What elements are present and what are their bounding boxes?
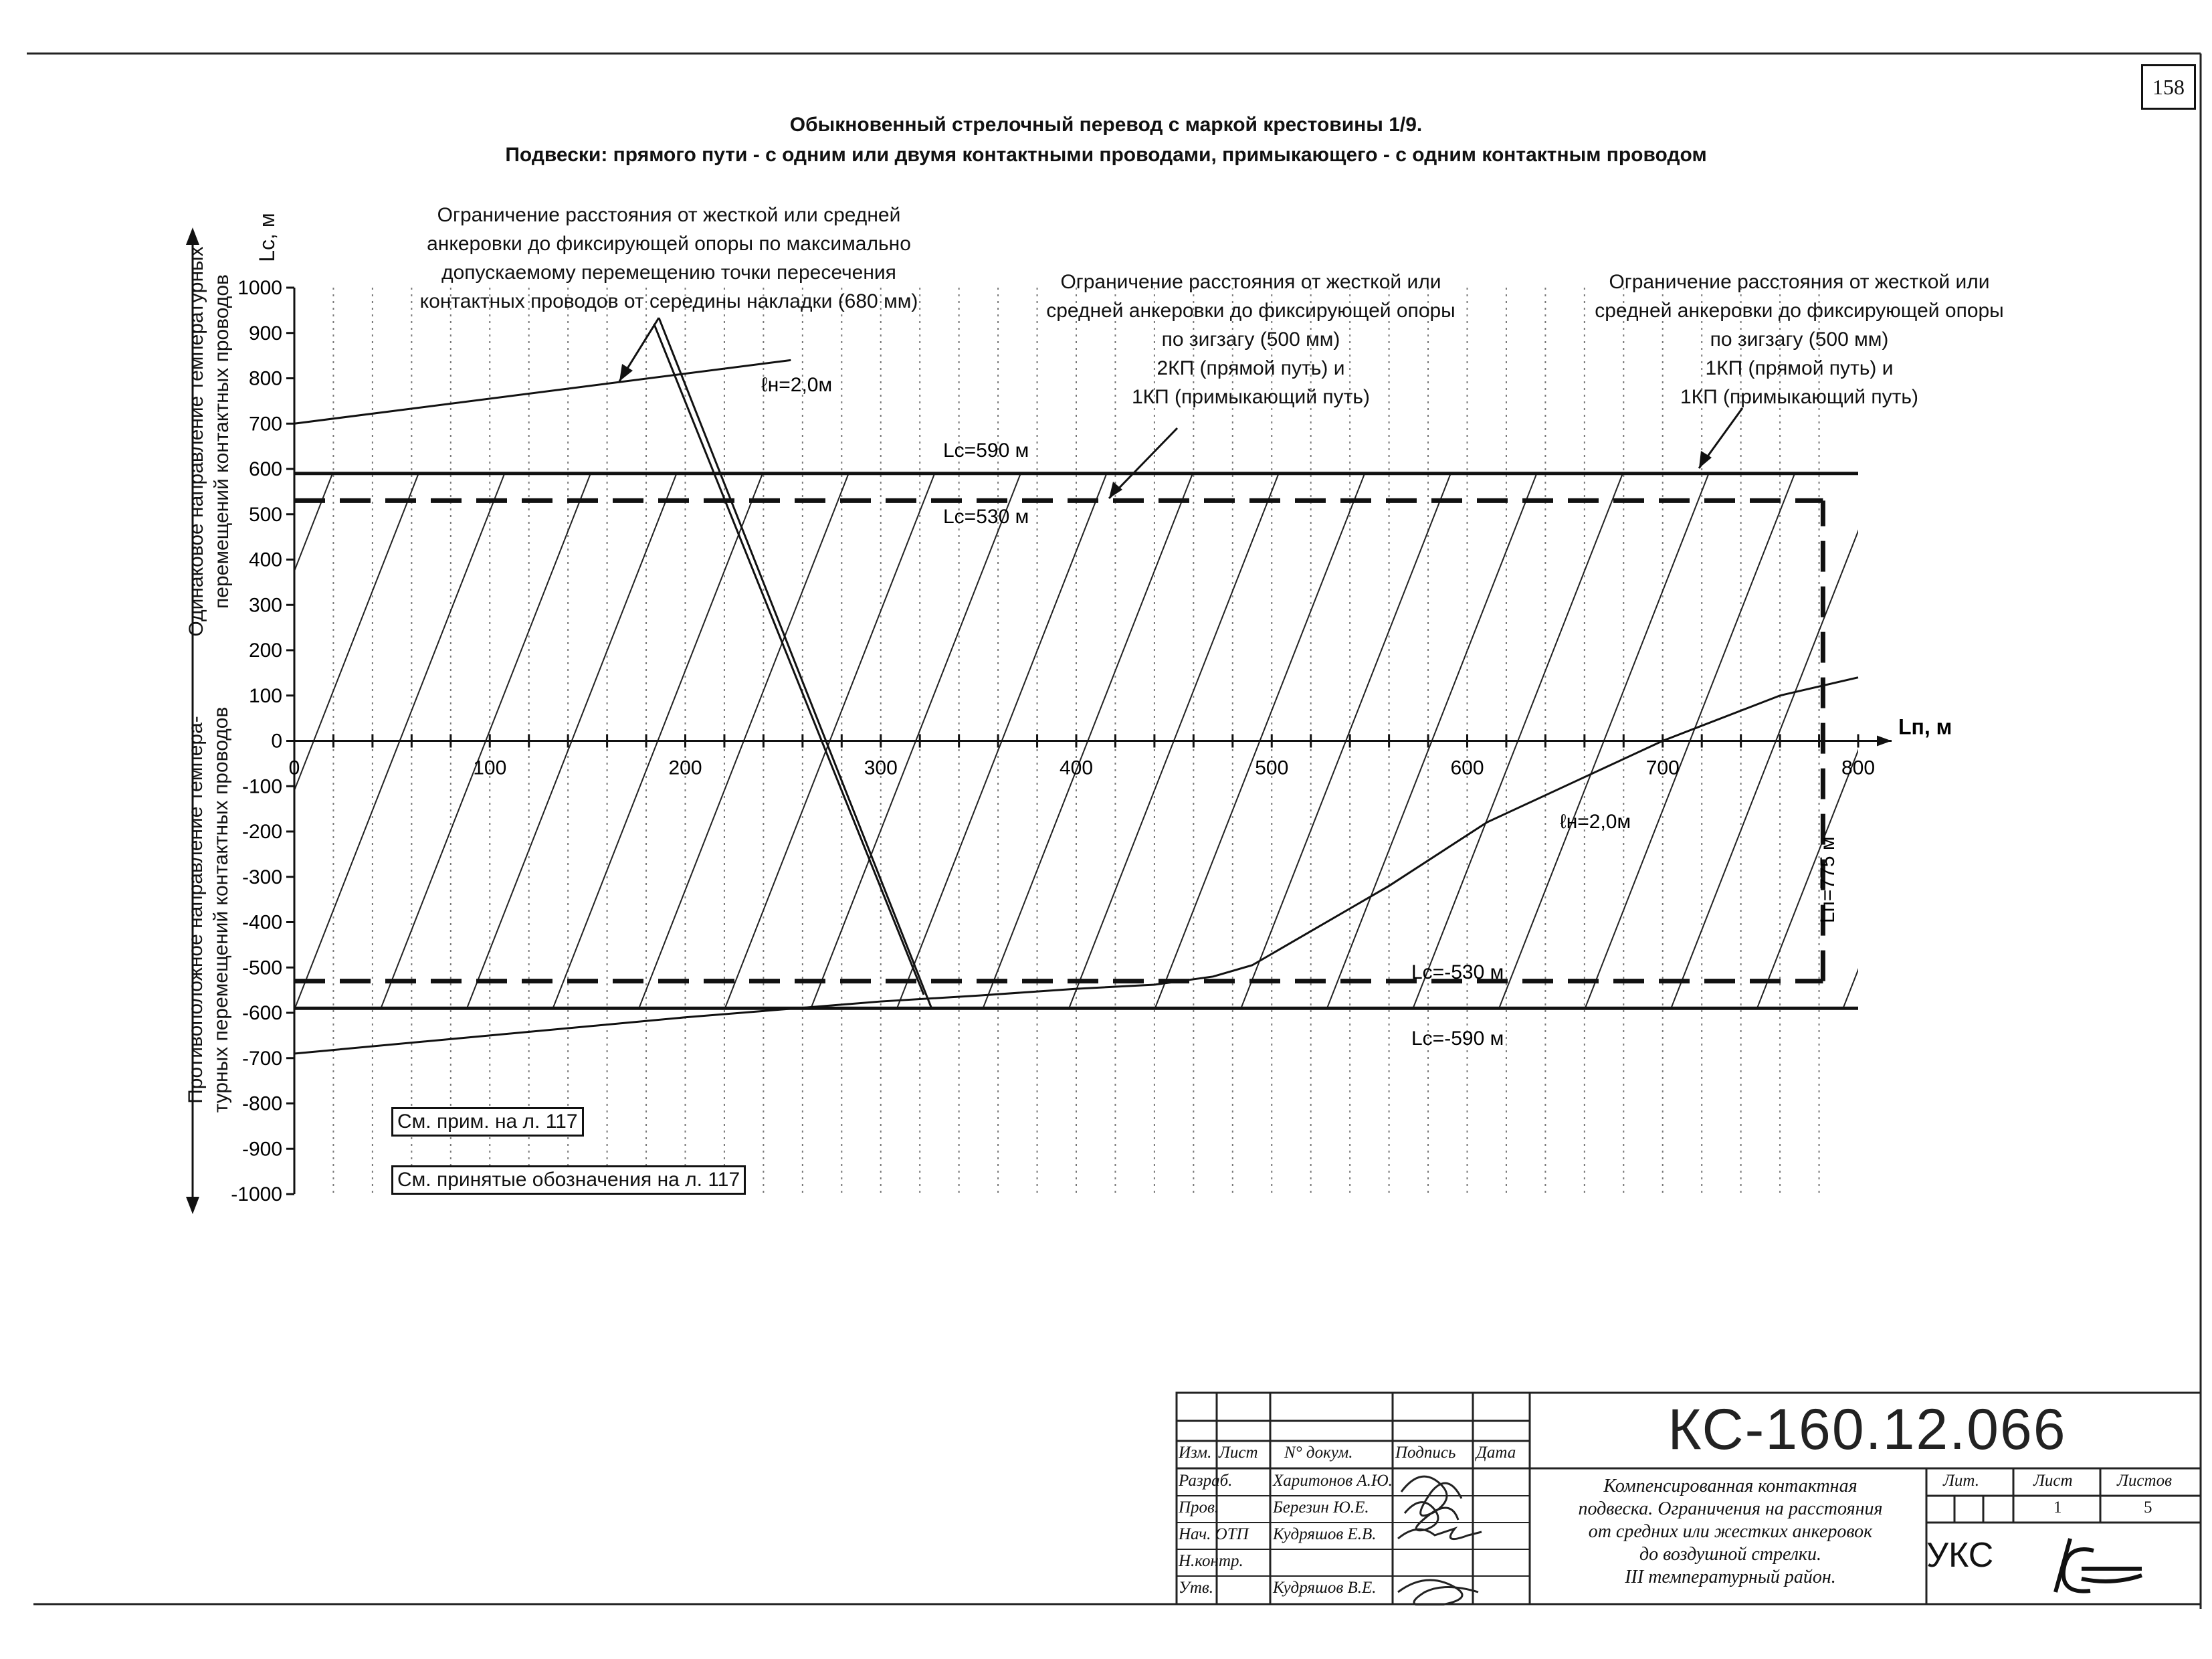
stamp-header-sign: Подпись (1395, 1444, 1456, 1462)
x-tick-label: 300 (864, 757, 898, 779)
stamp-role-approved: Утв. (1179, 1579, 1213, 1597)
x-axis-arrow-icon (1877, 736, 1892, 747)
chart-lines (294, 318, 1858, 1054)
stamp-role-checker: Пров. (1179, 1498, 1219, 1517)
stamp-sheet-value: 1 (2053, 1498, 2062, 1517)
annotation-680mm-line4: контактных проводов от середины накладки (680 мм) (419, 290, 918, 312)
arrowhead-icon (619, 364, 633, 381)
x-tick-label: 600 (1450, 757, 1484, 779)
label-ln-775: Lп=775 м (1817, 836, 1839, 923)
annotation-zigzag-2kp-line5: 1КП (примыкающий путь) (1131, 386, 1371, 408)
annotation-680mm-line3: допускаемому перемещению точки пересечения (441, 262, 896, 284)
y-axis-upper-label-line1: Одинаковое направление температурных (185, 246, 207, 637)
stamp-name-head: Кудряшов Е.В. (1273, 1525, 1377, 1543)
x-tick-label: 400 (1059, 757, 1094, 779)
y-tick-label: 200 (248, 640, 282, 662)
y-axis-lower-label-line2: турных перемещений контактных проводов (210, 706, 232, 1113)
y-tick-label: 100 (248, 684, 282, 707)
organization-code: УКС (1926, 1536, 1994, 1575)
x-axis-title: Lп, м (1898, 714, 1952, 739)
page-number: 158 (2141, 64, 2196, 110)
annotation-zigzag-2kp (957, 268, 1545, 411)
y-tick-label: -500 (241, 957, 282, 979)
label-lc-minus-590: Lc=-590 м (1411, 1028, 1504, 1050)
stamp-role-developer: Разраб. (1179, 1472, 1233, 1490)
down-arrow-icon (186, 1197, 199, 1214)
annotation-zigzag-1kp (1505, 268, 2094, 411)
stamp-name-developer: Харитонов А.Ю. (1273, 1472, 1393, 1490)
leader-680mm-2 (659, 318, 932, 1009)
document-description-line3: от средних или жестких анкеровок (1588, 1521, 1873, 1542)
y-axis-lower-label (183, 649, 237, 1171)
y-tick-label: -600 (241, 1002, 282, 1024)
x-tick-label: 800 (1841, 757, 1876, 779)
document-code: КС-160.12.066 (1668, 1397, 2067, 1462)
y-tick-label: 300 (248, 594, 282, 617)
stamp-lit-label: Лит. (1943, 1472, 1980, 1490)
note-see-symbols: См. принятые обозначения на л. 117 (391, 1165, 746, 1195)
y-tick-label: -100 (241, 775, 282, 798)
stamp-role-head: Нач. ОТП (1179, 1525, 1249, 1543)
logo-icon (2055, 1539, 2142, 1592)
label-ln-upper: ℓн=2,0м (761, 374, 833, 396)
series-line (294, 360, 791, 423)
stamp-sheets-label: Листов (2117, 1472, 2172, 1490)
y-tick-label: 1000 (237, 277, 282, 299)
series-line (654, 324, 924, 995)
y-tick-label: -700 (241, 1047, 282, 1070)
y-tick-label: -1000 (231, 1183, 282, 1205)
y-tick-label: 700 (248, 413, 282, 435)
document-description (1530, 1475, 1931, 1589)
y-tick-label: 900 (248, 322, 282, 345)
y-tick-label: 0 (271, 730, 282, 753)
stamp-role-normcontrol: Н.контр. (1179, 1552, 1243, 1570)
y-tick-label: -800 (241, 1092, 282, 1115)
document-description-line2: подвеска. Ограничения на расстояния (1578, 1498, 1883, 1519)
annotation-680mm (375, 201, 963, 316)
label-lc-minus-530: Lc=-530 м (1411, 961, 1504, 983)
y-axis-upper-label-line2: перемещений контактных проводов (211, 274, 233, 609)
document-description-line5: III температурный район. (1625, 1567, 1836, 1587)
y-tick-label: 600 (248, 458, 282, 480)
label-lc-530: Lc=530 м (943, 506, 1029, 528)
stamp-sheets-value: 5 (2144, 1498, 2152, 1517)
label-ln-lower: ℓн=2,0м (1560, 811, 1631, 833)
title-line-1: Обыкновенный стрелочный перевод с маркой крестовины 1/9. (789, 114, 1423, 136)
y-tick-label: 500 (248, 503, 282, 526)
stamp-header-list: Лист (1219, 1444, 1258, 1462)
annotation-zigzag-1kp-line4: 1КП (прямой путь) и (1705, 357, 1894, 379)
annotation-zigzag-2kp-line2: средней анкеровки до фиксирующей опоры (1046, 300, 1455, 322)
y-axis-upper-label (184, 191, 237, 692)
stamp-sheet-label: Лист (2033, 1472, 2073, 1490)
stamp-header-date: Дата (1476, 1444, 1516, 1462)
y-tick-label: 800 (248, 367, 282, 390)
annotation-680mm-line2: анкеровки до фиксирующей опоры по максимально (427, 233, 911, 255)
y-axis-title: Lc, м (255, 213, 279, 262)
annotation-zigzag-1kp-line1: Ограничение расстояния от жесткой или (1609, 271, 1990, 293)
hatch-line (0, 474, 161, 1008)
annotation-zigzag-1kp-line3: по зигзагу (500 мм) (1710, 328, 1889, 351)
annotation-zigzag-2kp-line4: 2КП (прямой путь) и (1157, 357, 1345, 379)
annotation-zigzag-2kp-line3: по зигзагу (500 мм) (1161, 328, 1340, 351)
stamp-header-doc: N° докум. (1284, 1444, 1353, 1462)
annotation-680mm-line1: Ограничение расстояния от жесткой или средней (437, 204, 901, 226)
x-tick-label: 700 (1645, 757, 1680, 779)
annotation-zigzag-1kp-line5: 1КП (примыкающий путь) (1680, 386, 1919, 408)
note-see-remarks: См. прим. на л. 117 (391, 1107, 584, 1137)
annotation-zigzag-1kp-line2: средней анкеровки до фиксирующей опоры (1595, 300, 2004, 322)
y-axis-lower-label-line1: Противоположное направление темпера- (185, 716, 207, 1104)
y-tick-label: -200 (241, 821, 282, 843)
stamp-name-checker: Березин Ю.Е. (1273, 1498, 1369, 1517)
y-tick-label: -300 (241, 866, 282, 888)
stamp-header-izm: Изм. (1179, 1444, 1212, 1462)
label-lc-590: Lc=590 м (943, 440, 1029, 462)
document-description-line1: Компенсированная контактная (1603, 1476, 1857, 1496)
title-line-2: Подвески: прямого пути - с одним или двумя контактными проводами, примыкающего - с одним контактным проводом (505, 144, 1707, 166)
y-tick-label: -900 (241, 1138, 282, 1161)
document-description-line4: до воздушной стрелки. (1639, 1544, 1822, 1565)
stamp-name-approved: Кудряшов В.Е. (1273, 1579, 1377, 1597)
x-tick-label: 200 (668, 757, 702, 779)
x-tick-label: 500 (1255, 757, 1289, 779)
annotation-zigzag-2kp-line1: Ограничение расстояния от жесткой или (1060, 271, 1441, 293)
y-tick-label: -400 (241, 911, 282, 934)
x-tick-label: 0 (288, 757, 300, 779)
x-tick-label: 100 (473, 757, 507, 779)
y-tick-label: 400 (248, 549, 282, 571)
